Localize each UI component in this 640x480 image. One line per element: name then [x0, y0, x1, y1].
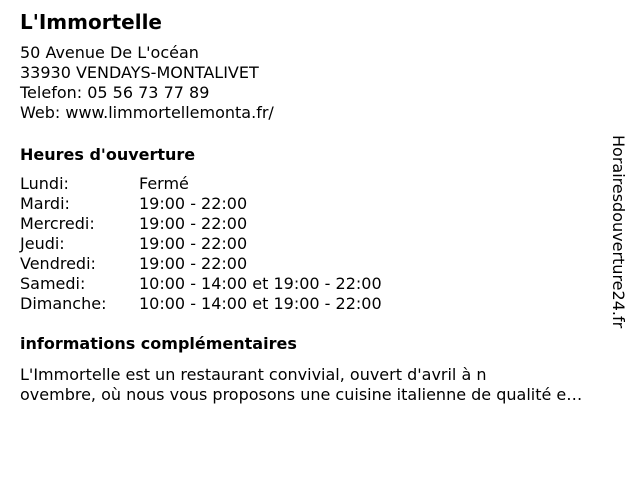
hours-time: 19:00 - 22:00	[139, 254, 248, 273]
business-name: L'Immortelle	[20, 10, 162, 34]
hours-day: Mercredi:	[20, 214, 95, 233]
address-block	[20, 43, 274, 123]
hours-time: 19:00 - 22:00	[139, 234, 248, 253]
hours-day: Samedi:	[20, 274, 86, 293]
description-line: L'Immortelle est un restaurant convivial, ouvert d'avril à n	[20, 365, 487, 384]
hours-time: 10:00 - 14:00 et 19:00 - 22:00	[139, 274, 382, 293]
additional-info-heading: informations complémentaires	[20, 334, 297, 353]
opening-hours-table	[20, 174, 382, 314]
hours-day: Mardi:	[20, 194, 70, 213]
hours-time: 10:00 - 14:00 et 19:00 - 22:00	[139, 294, 382, 313]
description-text	[20, 365, 632, 405]
phone-number: Telefon: 05 56 73 77 89	[20, 83, 210, 102]
hours-row-monday	[20, 174, 382, 194]
address-city: 33930 VENDAYS-MONTALIVET	[20, 63, 259, 82]
hours-row-wednesday	[20, 214, 382, 234]
hours-day: Lundi:	[20, 174, 69, 193]
hours-row-thursday	[20, 234, 382, 254]
address-street: 50 Avenue De L'océan	[20, 43, 199, 62]
hours-row-saturday	[20, 274, 382, 294]
website: Web: www.limmortellemonta.fr/	[20, 103, 274, 122]
hours-time: Fermé	[139, 174, 189, 193]
description-line: ovembre, où nous vous proposons une cuisine italienne de qualité e…	[20, 385, 583, 404]
hours-row-tuesday	[20, 194, 382, 214]
hours-time: 19:00 - 22:00	[139, 214, 248, 233]
hours-row-sunday	[20, 294, 382, 314]
watermark-text: Horairesdouverture24.fr	[609, 135, 628, 329]
hours-day: Dimanche:	[20, 294, 107, 313]
hours-day: Vendredi:	[20, 254, 96, 273]
hours-time: 19:00 - 22:00	[139, 194, 248, 213]
hours-day: Jeudi:	[20, 234, 65, 253]
opening-hours-heading: Heures d'ouverture	[20, 145, 196, 164]
hours-row-friday	[20, 254, 382, 274]
